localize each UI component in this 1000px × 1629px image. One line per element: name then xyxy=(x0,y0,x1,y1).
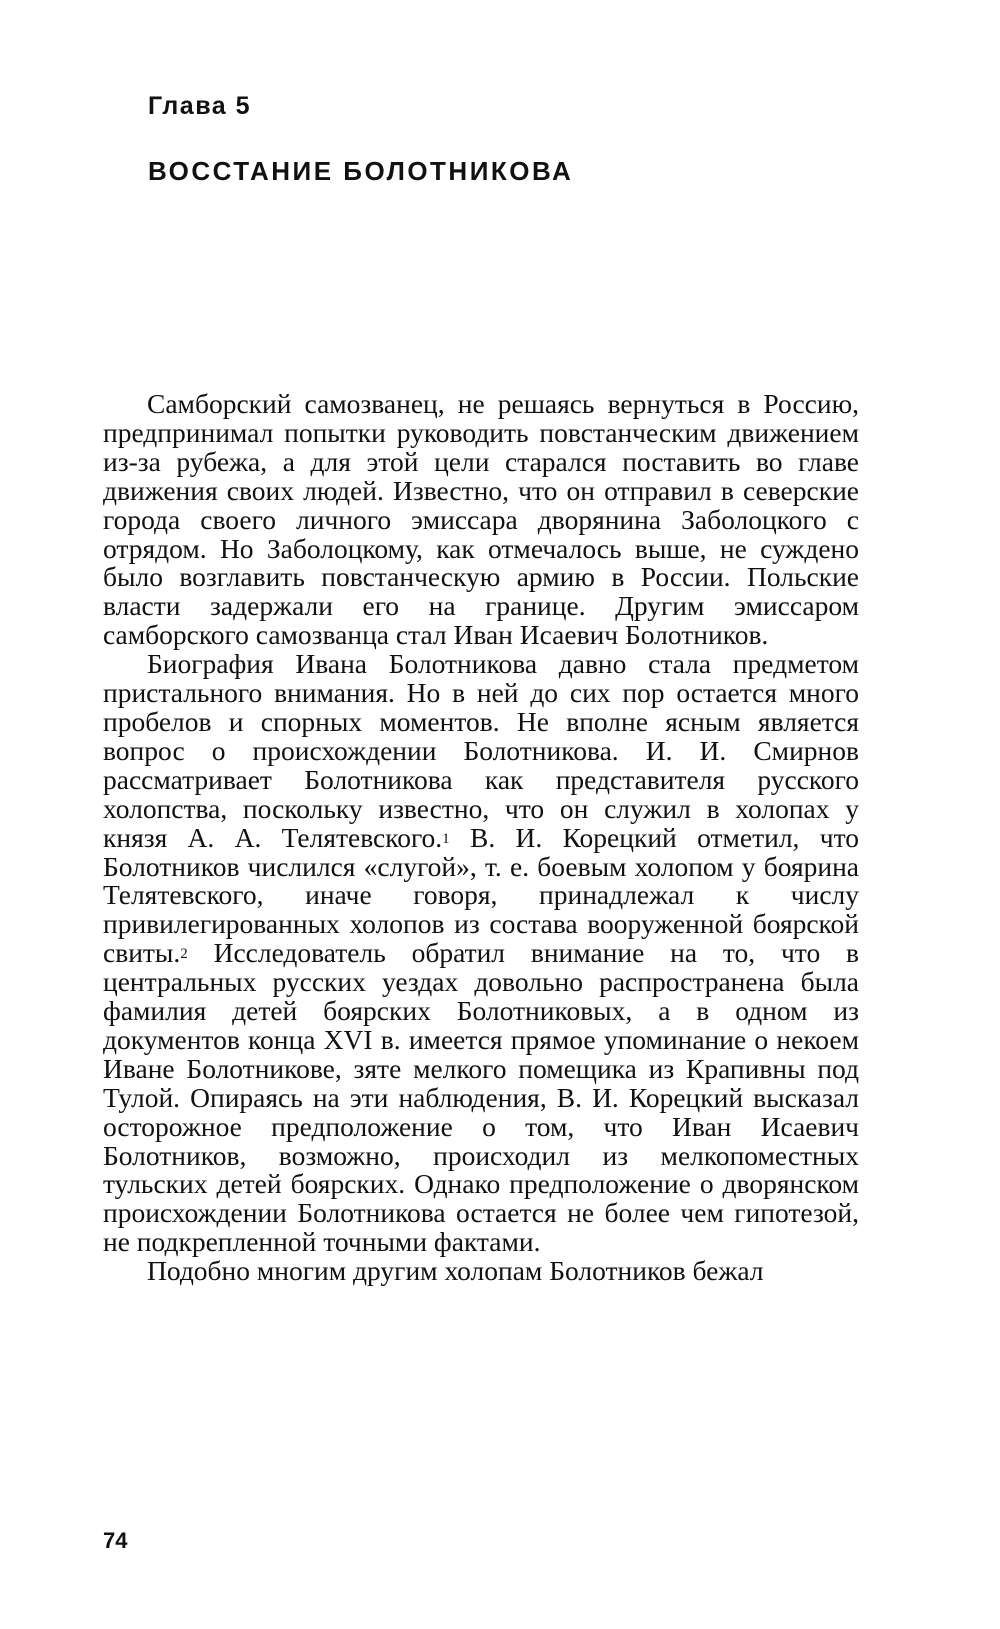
chapter-title: ВОССТАНИЕ БОЛОТНИКОВА xyxy=(148,156,574,186)
paragraph-1: Самборский самозванец, не решаясь вернуться в Россию, предпринимал попытки руководить повстанческим движением из-за рубежа, а для этой цели старался поставить во главе движения своих людей. Известно, что он отправил в северские города своего личного эмиссара дворянина Заболоцкого с отрядом. Но Заболоцкому, как отмечалось выше, не суждено было возглавить повстанческую армию в России. Польские власти задержали его на границе. Другим эмиссаром самборского самозванца стал Иван Исаевич Болотников. xyxy=(103,388,859,651)
paragraph-2 xyxy=(103,650,859,1257)
body-text xyxy=(103,390,859,1286)
paragraph-2-part-2: В. И. Корецкий отметил, что Болотников числился «слугой», т. е. боевым холопом у боярина Телятевского, иначе говоря, принадлежал к числу привилегированных холопов из состава вооруженной боярской свиты. xyxy=(103,821,859,969)
paragraph-3: Подобно многим другим холопам Болотников бежал xyxy=(147,1255,764,1287)
footnote-marker-1: 1 xyxy=(442,830,450,847)
paragraph-2-part-1: Биография Ивана Болотникова давно стала предметом пристального внимания. Но в ней до сих пор остается много пробелов и спорных моментов. Не вполне ясным является вопрос о происхождении Болотникова. И. И. Смирнов рассматривает Болотникова как представителя русского холопства, поскольку известно, что он служил в холопах у князя А. А. Телятевского. xyxy=(103,648,859,853)
chapter-label: Глава 5 xyxy=(148,92,252,120)
paragraph-2-part-3: Исследователь обратил внимание на то, что в центральных русских уездах довольно распространена была фамилия детей боярских Болотниковых, а в одном из документов конца XVI в. имеется прямое упоминание о некоем Иване Болотникове, зяте мелкого помещика из Крапивны под Тулой. Опираясь на эти наблюдения, В. И. Корецкий высказал осторожное предположение о том, что Иван Исаевич Болотников, возможно, происходил из мелкопоместных тульских детей боярских. Однако предположение о дворянском происхождении Болотникова остается не более чем гипотезой, не подкрепленной точными фактами. xyxy=(103,937,859,1258)
footnote-marker-2: 2 xyxy=(180,946,188,963)
page-number: 74 xyxy=(103,1528,128,1553)
